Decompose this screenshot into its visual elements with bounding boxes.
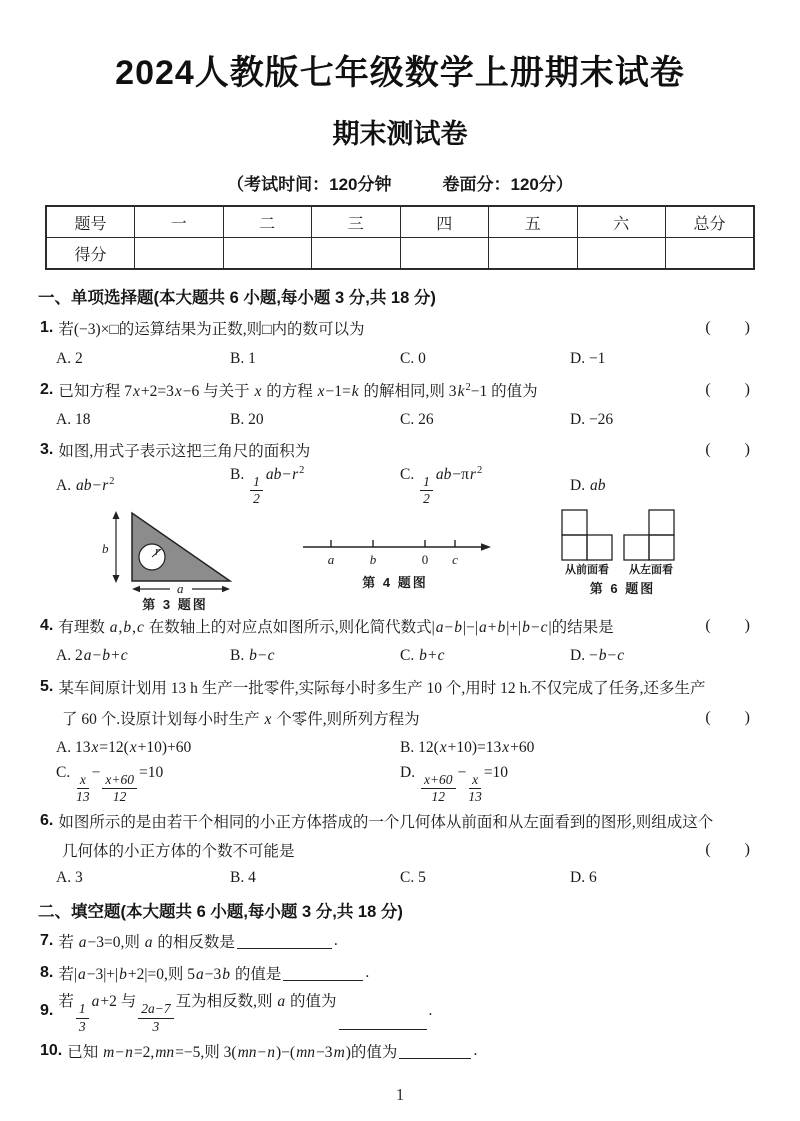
left-view-label: 从左面看 (629, 564, 673, 576)
option-b: B. 4 (230, 869, 256, 886)
question-text-post: . (365, 963, 370, 981)
question-number: 1. (40, 318, 54, 336)
question-6-stem-line1 (0, 805, 800, 836)
option-a: A. $ab-r^2$ (56, 475, 115, 494)
page-subtitle: 期末测试卷 (332, 119, 468, 149)
question-2-stem (0, 374, 800, 405)
left-view-square (649, 535, 674, 560)
question-3-stem (0, 435, 800, 465)
arrowhead (481, 543, 491, 551)
question-text: 若(−3)×□的运算结果为正数,则□内的数可以为 (58, 320, 365, 338)
figures-row (0, 507, 800, 611)
answer-blank (237, 933, 332, 949)
question-2-options (0, 405, 800, 435)
option-b: B. $\frac{1}{2}$ $ab-r^2$ (230, 464, 305, 507)
question-text-post: . (428, 1002, 433, 1020)
score-cell (135, 238, 224, 270)
question-number: 9. (40, 1002, 54, 1020)
option-d: D. ab (570, 477, 606, 494)
answer-blank (283, 964, 363, 980)
option-d: D. −b−c (570, 647, 625, 664)
option-c: C. $\frac{x}{13}$ − $\frac{x+60}{12}$ =10 (56, 763, 164, 805)
question-4-stem (0, 611, 800, 641)
question-number: 10. (40, 1042, 63, 1060)
arrowhead (222, 586, 230, 592)
score-cell (223, 238, 312, 270)
score-table-header-cell: 六 (577, 206, 666, 238)
option-a: A. 18 (56, 411, 91, 428)
answer-bracket: ( ) (705, 441, 750, 458)
question-text-post: . (333, 932, 338, 949)
section-one-heading: 一、单项选择题(本大题共 6 小题,每小题 3 分,共 18 分) (38, 289, 436, 307)
question-text: 几何体的小正方体的个数不可能是 (62, 843, 295, 860)
score-row-label: 得分 (46, 238, 135, 270)
base-label: a (177, 581, 184, 593)
tick-label-b: b (369, 552, 377, 567)
question-9 (0, 989, 800, 1034)
option-d: D. 6 (570, 869, 597, 886)
question-4-options (0, 641, 800, 671)
front-view-square (562, 510, 587, 535)
question-5-options-row1 (0, 733, 800, 763)
question-7 (0, 926, 800, 956)
tick-label-zero: 0 (421, 552, 429, 567)
option-a: A. 3 (56, 869, 83, 886)
figure-cube-views (550, 507, 695, 597)
option-a: A. 2 (56, 349, 83, 367)
option-b: B. b−c (230, 647, 275, 664)
left-view-square (624, 535, 649, 560)
question-6-options (0, 864, 800, 892)
answer-bracket: ( ) (705, 841, 750, 858)
tick-label-c: c (452, 552, 458, 567)
question-text: 如图,用式子表示这把三角尺的面积为 (58, 443, 311, 460)
front-view-square (562, 535, 587, 560)
score-table-header-cell: 题号 (46, 206, 135, 238)
question-5-options-row2 (0, 763, 800, 805)
option-d: D. −26 (570, 411, 614, 428)
question-text: 有理数 a,b,c 在数轴上的对应点如图所示,则化简代数式|a−b|−|a+b|+|b−c|的结果是 (58, 619, 614, 636)
question-10 (0, 1034, 800, 1069)
tick-label-a: a (327, 552, 335, 567)
height-label: b (102, 541, 109, 556)
question-5-stem-line1 (0, 671, 800, 702)
option-c: C. 5 (400, 869, 426, 886)
answer-bracket: ( ) (705, 708, 750, 726)
figure-caption: 第 4 题图 (362, 575, 428, 590)
answer-blank (339, 1014, 427, 1030)
page-title: 2024人教版七年级数学上册期末试卷 (115, 54, 685, 92)
answer-bracket: ( ) (705, 318, 750, 336)
question-1-options (0, 343, 800, 374)
figure-number-line (295, 527, 495, 591)
front-view-label: 从前面看 (565, 564, 609, 576)
question-number: 2. (40, 380, 54, 398)
option-d: D. −1 (570, 349, 606, 367)
option-c: C. 26 (400, 411, 434, 428)
score-table (45, 205, 755, 270)
figure-caption: 第 3 题图 (142, 597, 208, 612)
option-a: A. 2a−b+c (56, 647, 128, 664)
score-cell (489, 238, 578, 270)
question-text: 如图所示的是由若干个相同的小正方体搭成的一个几何体从前面和从左面看到的图形,则组成这个 (58, 813, 714, 831)
number-line-drawing (295, 527, 495, 571)
question-text: 若 a−3=0,则 a 的相反数是 (58, 934, 235, 951)
option-b: B. 20 (230, 411, 264, 428)
question-number: 3. (40, 441, 54, 458)
option-b: B. 1 (230, 349, 256, 367)
figure-triangle-ruler (100, 507, 250, 613)
score-table-header-cell: 一 (135, 206, 224, 238)
question-text: 某车间原计划用 13 h 生产一批零件,实际每小时多生产 10 个,用时 12 h.不仅完成了任务,还多生产 (58, 679, 706, 697)
left-view-square (649, 510, 674, 535)
question-5-stem-line2 (0, 702, 800, 733)
score-cell (312, 238, 401, 270)
question-text: 若 $\frac{1}{3}$ a+2 与 $\frac{2a-7}{3}$ 互为相反数,则 a 的值为 (58, 993, 337, 1034)
section-two-heading: 二、填空题(本大题共 6 小题,每小题 3 分,共 18 分) (38, 903, 403, 921)
question-number: 7. (40, 932, 54, 949)
question-3-options (0, 465, 800, 507)
arrowhead (132, 586, 140, 592)
page-number: 1 (395, 1084, 405, 1104)
question-text: 已知方程 7x+2=3x−6 与关于 x 的方程 x−1=k 的解相同,则 $3k^2-1$ 的值为 (58, 381, 538, 400)
option-a: A. 13x=12(x+10)+60 (56, 739, 192, 756)
answer-bracket: ( ) (705, 380, 750, 398)
option-c: C. 0 (400, 349, 426, 367)
answer-blank (399, 1043, 471, 1059)
question-1-stem (0, 312, 800, 343)
score-table-header-cell: 四 (400, 206, 489, 238)
score-table-header-cell: 三 (312, 206, 401, 238)
score-cell (400, 238, 489, 270)
score-cell (666, 238, 755, 270)
front-view-square (587, 535, 612, 560)
question-text: 已知 m−n=2,mn=−5,则 3(mn−n)−(mn−3m)的值为 (67, 1044, 398, 1062)
question-number: 6. (40, 811, 54, 829)
question-text-post: . (473, 1042, 478, 1060)
arrowhead (113, 511, 120, 519)
question-number: 8. (40, 963, 54, 981)
question-text: 若|a−3|+|b+2|=0,则 5a−3b 的值是 (58, 965, 282, 983)
score-cell (577, 238, 666, 270)
option-d: D. $\frac{x+60}{12}$ − $\frac{x}{13}$ =10 (400, 763, 509, 805)
option-b: B. 12(x+10)=13x+60 (400, 739, 535, 756)
score-table-header-row (46, 206, 754, 238)
question-number: 4. (40, 617, 54, 634)
question-text: 了 60 个.设原计划每小时生产 x 个零件,则所列方程为 (62, 710, 420, 728)
option-c: C. $\frac{1}{2}$ $ab-\pi r^2$ (400, 464, 483, 507)
score-table-header-cell: 五 (489, 206, 578, 238)
exam-info: （考试时间：120分钟 卷面分：120分） (227, 175, 573, 194)
question-number: 5. (40, 677, 54, 695)
score-table-header-cell: 总分 (666, 206, 755, 238)
question-6-stem-line2 (0, 836, 800, 864)
question-8 (0, 956, 800, 989)
score-table-header-cell: 二 (223, 206, 312, 238)
cube-views-drawing (550, 507, 695, 577)
figure-caption: 第 6 题图 (589, 581, 656, 596)
arrowhead (113, 575, 120, 583)
triangle-ruler-drawing (100, 507, 250, 593)
option-c: C. b+c (400, 647, 445, 664)
radius-label: r (155, 543, 161, 558)
score-table-score-row (46, 238, 754, 270)
answer-bracket: ( ) (705, 617, 750, 634)
